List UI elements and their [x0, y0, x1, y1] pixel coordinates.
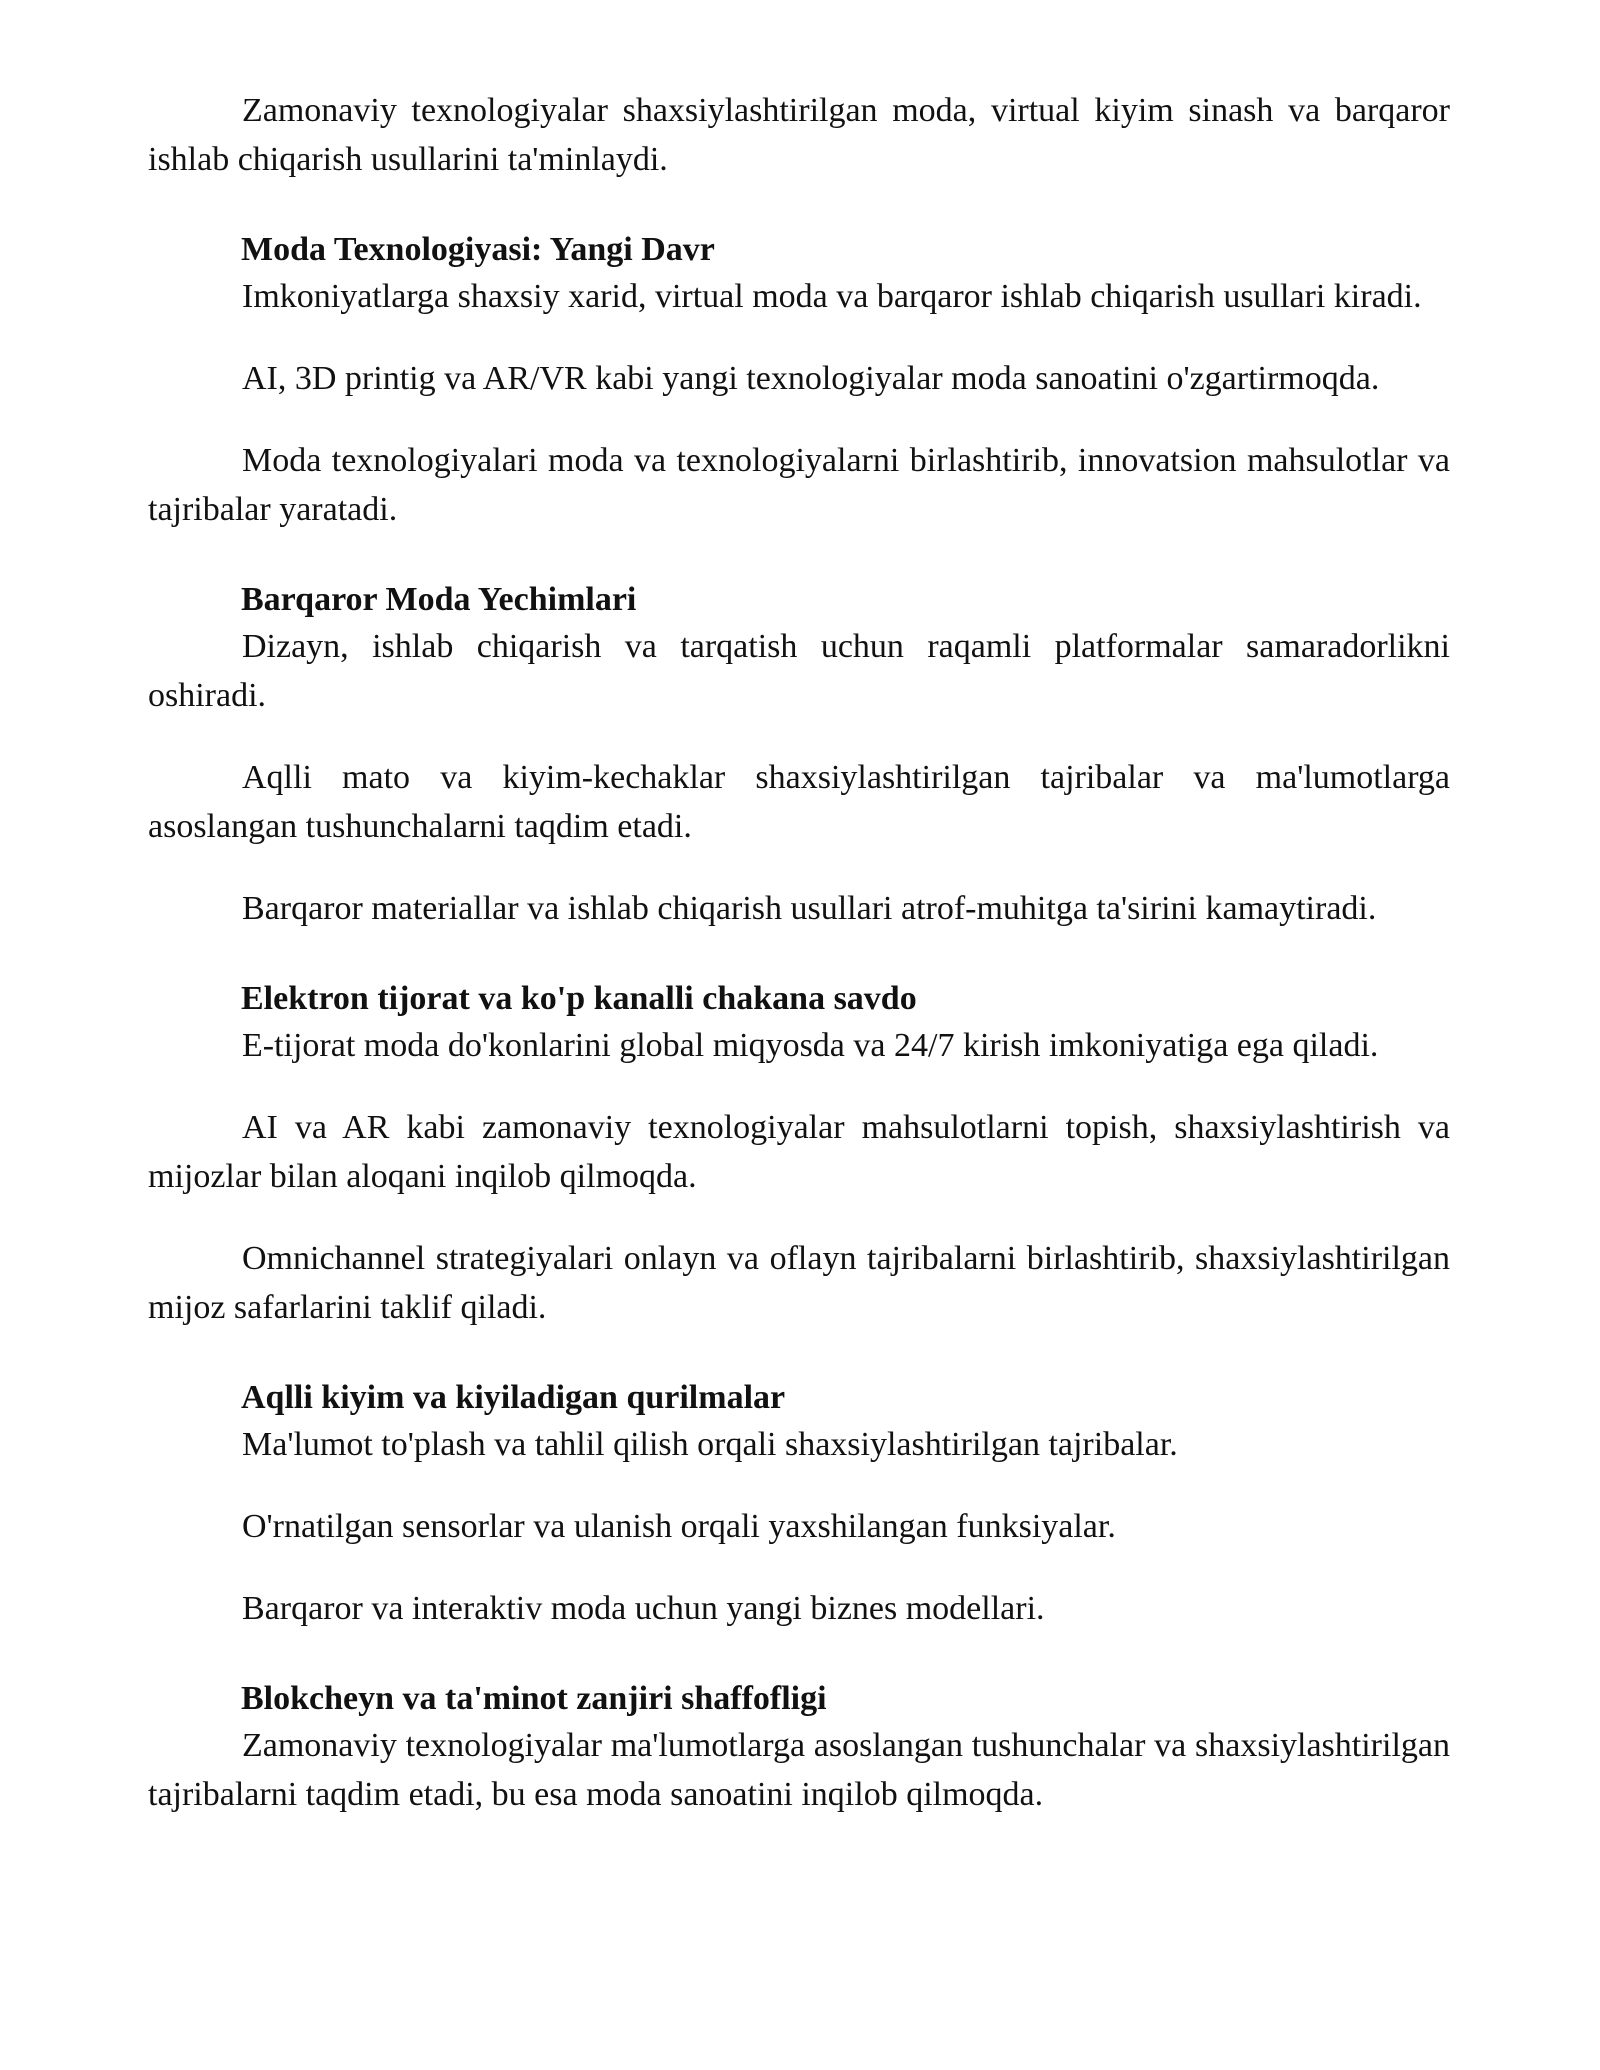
body-paragraph: AI, 3D printig va AR/VR kabi yangi texnologiyalar moda sanoatini o'zgartirmoqda.: [242, 360, 1380, 397]
body-paragraph: Moda texnologiyalari moda va texnologiyalarni birlashtirib, innovatsion mahsulotlar va tajribalar yaratadi.: [148, 442, 1450, 528]
section-heading: Elektron tijorat va ko'p kanalli chakana savdo: [241, 980, 917, 1017]
body-paragraph: Aqlli mato va kiyim-kechaklar shaxsiylashtirilgan tajribalar va ma'lumotlarga asoslangan tushunchalarni taqdim etadi.: [148, 759, 1450, 845]
intro-paragraph: Zamonaviy texnologiyalar shaxsiylashtirilgan moda, virtual kiyim sinash va barqaror ishlab chiqarish usullarini ta'minlaydi.: [148, 92, 1450, 178]
body-paragraph: Barqaror va interaktiv moda uchun yangi biznes modellari.: [242, 1590, 1045, 1627]
section-heading: Barqaror Moda Yechimlari: [241, 581, 637, 618]
section-aqlli-kiyim: [148, 1376, 1450, 1633]
body-paragraph: Zamonaviy texnologiyalar ma'lumotlarga asoslangan tushunchalar va shaxsiylashtirilgan tajribalarni taqdim etadi, bu esa moda sanoatini inqilob qilmoqda.: [148, 1727, 1450, 1813]
body-paragraph: Ma'lumot to'plash va tahlil qilish orqali shaxsiylashtirilgan tajribalar.: [242, 1426, 1178, 1463]
body-paragraph: Barqaror materiallar va ishlab chiqarish usullari atrof-muhitga ta'sirini kamaytiradi.: [242, 890, 1377, 927]
body-paragraph: O'rnatilgan sensorlar va ulanish orqali yaxshilangan funksiyalar.: [242, 1508, 1116, 1545]
body-paragraph: E-tijorat moda do'konlarini global miqyosda va 24/7 kirish imkoniyatiga ega qiladi.: [242, 1027, 1379, 1064]
section-blokcheyn: [148, 1677, 1450, 1819]
body-paragraph: Dizayn, ishlab chiqarish va tarqatish uchun raqamli platformalar samaradorlikni oshiradi.: [148, 628, 1450, 714]
section-heading: Aqlli kiyim va kiyiladigan qurilmalar: [241, 1379, 786, 1416]
section-elektron-tijorat: [148, 977, 1450, 1332]
body-paragraph: Omnichannel strategiyalari onlayn va oflayn tajribalarni birlashtirib, shaxsiylashtirilgan mijoz safarlarini taklif qiladi.: [148, 1240, 1450, 1326]
section-barqaror-moda: [148, 578, 1450, 933]
document-page: [148, 86, 1450, 1863]
body-paragraph: Imkoniyatlarga shaxsiy xarid, virtual moda va barqaror ishlab chiqarish usullari kiradi.: [242, 278, 1422, 315]
body-paragraph: AI va AR kabi zamonaviy texnologiyalar mahsulotlarni topish, shaxsiylashtirish va mijozlar bilan aloqani inqilob qilmoqda.: [148, 1109, 1450, 1195]
section-moda-texnologiyasi: [148, 228, 1450, 534]
section-heading: Moda Texnologiyasi: Yangi Davr: [241, 231, 715, 268]
section-heading: Blokcheyn va ta'minot zanjiri shaffofligi: [241, 1680, 827, 1717]
